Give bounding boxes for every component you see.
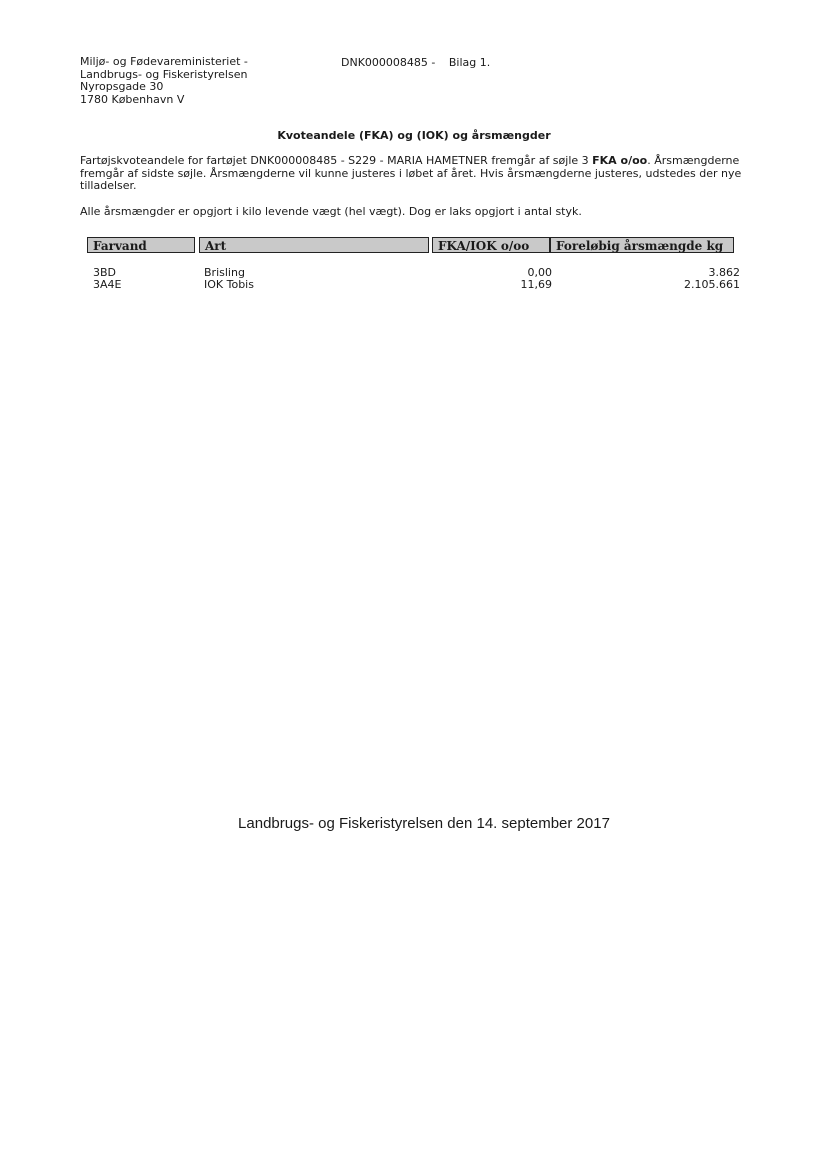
- cell-fka: 0,00: [527, 266, 552, 279]
- sender-ministry: Miljø- og Fødevareministeriet -: [80, 55, 248, 68]
- sender-agency: Landbrugs- og Fiskeristyrelsen: [80, 67, 248, 81]
- header-fka: FKA/IOK o/oo: [432, 237, 550, 253]
- header-art: Art: [199, 237, 429, 253]
- cell-aarsmaengde: 2.105.661: [684, 278, 740, 291]
- cell-farvand: 3A4E: [93, 278, 122, 291]
- table-row: [93, 267, 740, 279]
- quota-table-body: [93, 267, 740, 291]
- attachment-label: Bilag 1.: [448, 56, 491, 69]
- sender-street: Nyropsgade 30: [80, 80, 164, 93]
- cell-aarsmaengde: 3.862: [708, 266, 740, 279]
- cell-art: IOK Tobis: [204, 278, 254, 291]
- paragraph-bold-text: FKA o/oo: [592, 154, 648, 167]
- paragraph-text-continued: . Årsmængderne fremgår af sidste søjle. Årsmængderne vil kunne justeres i løbet af året. Hvis årsmængderne justeres, udstedes der nye tilladelser.: [80, 154, 742, 192]
- table-row: [93, 279, 740, 291]
- sender-city: 1780 København V: [80, 92, 185, 106]
- header-farvand: Farvand: [87, 237, 195, 253]
- cell-fka: 11,69: [520, 278, 552, 291]
- weight-note-paragraph: Alle årsmængder er opgjort i kilo levende vægt (hel vægt). Dog er laks opgjort i antal styk.: [80, 205, 582, 218]
- vessel-quota-paragraph: [80, 155, 764, 193]
- header-aarsmaengde: Foreløbig årsmængde kg: [550, 237, 734, 253]
- cell-farvand: 3BD: [93, 266, 117, 279]
- quota-table-header: [87, 237, 734, 255]
- footer-signature: Landbrugs- og Fiskeristyrelsen den 14. september 2017: [238, 815, 610, 832]
- cell-art: Brisling: [204, 266, 245, 279]
- document-reference: [341, 56, 490, 69]
- vessel-id: DNK000008485 -: [341, 56, 436, 69]
- document-title: Kvoteandele (FKA) og (IOK) og årsmængder: [277, 129, 551, 142]
- paragraph-text: Fartøjskvoteandele for fartøjet DNK000008485 - S229 - MARIA HAMETNER fremgår af søjle 3: [80, 154, 593, 167]
- sender-address: [80, 56, 248, 106]
